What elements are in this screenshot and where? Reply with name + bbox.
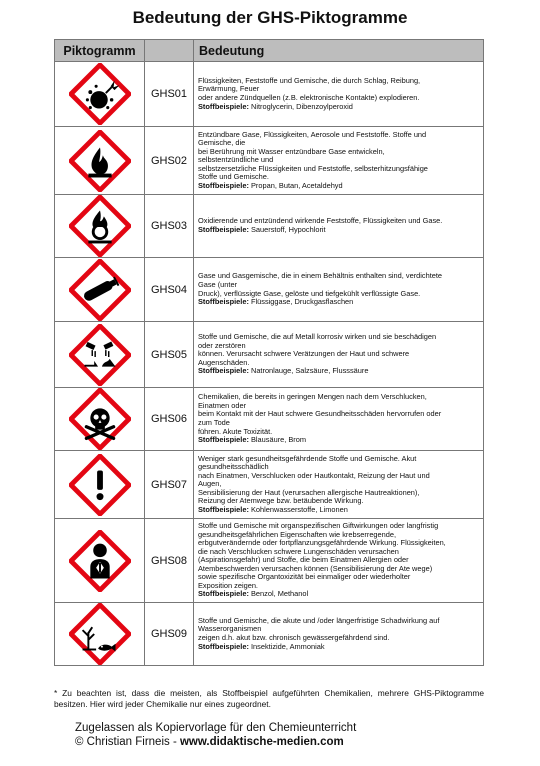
substance-examples: Stoffbeispiele: Insektizide, Ammoniak [198,641,325,651]
description-line: (Aspirationsgefahr) und Stoffe, die beim Einatmen Allergien oder [198,555,409,565]
flame-over-circle-icon [55,195,145,258]
hazard-description [194,127,484,195]
examples-value: Kohlenwasserstoffe, Limonen [250,504,348,514]
hazard-description [194,603,484,666]
ghs-code: GHS04 [145,258,194,322]
footer-website[interactable]: www.didaktische-medien.com [179,736,344,748]
health-hazard-icon [55,519,145,603]
substance-examples: Stoffbeispiele: Flüssiggase, Druckgasflaschen [198,297,354,307]
examples-label: Stoffbeispiele [198,225,247,234]
description-line: Reizung der Atemwege bzw. betäubende Wirkung. [198,496,364,506]
ghs-code: GHS09 [145,603,194,666]
corrosion-icon [55,322,145,388]
examples-value: Blausäure, Brom [250,435,307,445]
description-line: gesundheitsschädlich [198,462,269,472]
table-row [55,519,484,603]
page-title: Bedeutung der GHS-Piktogramme [132,8,408,27]
description-line: oder andere Zündquellen (z.B. elektronische Kontakte) explodieren. [198,93,420,102]
description-line: Gase (unter [198,279,238,289]
ghs-code: GHS07 [145,451,194,519]
ghs-code: GHS03 [145,195,194,258]
description-line: Flüssigkeiten, Feststoffe und Gemische, die durch Schlag, Reibung, [198,75,421,85]
description-line: Augen, [198,479,222,489]
description-line: Wasserorganismen [198,624,262,634]
table-row [55,603,484,666]
ghs-code: GHS02 [145,127,194,195]
description-line: Weniger stark gesundheitsgefährdende Stoffe und Gemische. Akut [198,453,417,463]
description-line: nach Einatmen, Verschlucken oder Hautkontakt, Reizung der Haut und [198,470,430,480]
table-row [55,322,484,388]
hazard-description [194,451,484,519]
examples-value: Natronlauge, Salzsäure, Flusssäure [250,366,369,376]
environment-hazard-icon [55,603,145,666]
description-line: Gemische, die [198,138,246,148]
examples-value: Nitroglycerin, Dibenzoylperoxid [250,101,353,111]
description-line: Stoffe und Gemische mit organspezifischen Giftwirkungen oder langfristig [198,521,439,531]
ghs-code: GHS08 [145,519,194,603]
description-line: gesundheitsgefährlichen Eigenschaften wie krebserregende, [198,529,397,539]
description-line: bei Berührung mit Wasser entzündbare Gase entwickeln, [198,146,385,156]
table-row [55,62,484,127]
description-line: oder zerstören [198,340,246,350]
description-line: Stoffe und Gemische. [198,172,269,182]
examples-label: Stoffbeispiele [198,589,247,599]
header-meaning: Bedeutung [194,40,484,62]
description-line: beim Kontakt mit der Haut schwere Gesundheitsschäden hervorrufen oder [198,409,442,419]
description-line: Einatmen oder [198,400,247,410]
table-row [55,127,484,195]
examples-label: Stoffbeispiele [198,504,247,514]
footer-license: Zugelassen als Kopiervorlage für den Chemieunterricht [75,722,357,734]
description-line: Entzündbare Gase, Flüssigkeiten, Aerosole und Feststoffe. Stoffe und [198,129,427,139]
description-line: Chemikalien, die bereits in geringen Mengen nach dem Verschlucken, [198,392,427,402]
substance-examples: Stoffbeispiele: Natronlauge, Salzsäure, Flusssäure [198,366,369,376]
ghs-table [54,39,484,666]
examples-value: Propan, Butan, Acetaldehyd [250,180,343,190]
description-line: Druck), verflüssigte Gase, gelöste und tiefgekühlt verflüssigte Gase. [198,288,421,298]
substance-examples: Stoffbeispiele: Blausäure, Brom [198,435,307,445]
gas-cylinder-icon [55,258,145,322]
examples-label: Stoffbeispiele [198,366,247,376]
description-line: zum Tode [198,418,230,427]
substance-examples: Stoffbeispiele: Benzol, Methanol [198,589,309,599]
table-row [55,388,484,451]
examples-label: Stoffbeispiele [198,101,247,111]
description-line: Oxidierende und entzündend wirkende Feststoffe, Flüssigkeiten und Gase. [198,216,443,226]
table-row [55,258,484,322]
hazard-description [194,258,484,322]
header-code [145,40,194,62]
description-line: Stoffe und Gemische, die akute und /oder längerfristige Schadwirkung auf [198,615,440,625]
exclamation-mark-icon [55,451,145,519]
examples-label: Stoffbeispiele [198,180,247,190]
examples-label: Stoffbeispiele [198,297,247,307]
substance-examples: Stoffbeispiele: Propan, Butan, Acetaldehyd [198,180,343,190]
examples-value: Sauerstoff, Hypochlorit [250,225,326,234]
description-line: sowie spezifische Organtoxizität bei einmaliger oder wiederholter [198,572,411,582]
description-line: führen. Akute Toxizität. [198,426,273,436]
skull-crossbones-icon [55,388,145,451]
hazard-description [194,195,484,258]
hazard-description [194,519,484,603]
description-line: Exposition zeigen. [198,580,258,590]
examples-label: Stoffbeispiele [198,641,247,651]
description-line: Sensibilisierung der Haut (verursachen allergische Hautreaktionen), [198,487,420,497]
description-line: selbstzersetzliche Flüssigkeiten und Feststoffe, selbsterhitzungsfähige [198,163,428,173]
ghs-code: GHS05 [145,322,194,388]
examples-value: Benzol, Methanol [250,589,309,599]
description-line: die nach Verschlucken schwere Lungenschäden verursachen [198,546,399,556]
footer-author: © Christian Firneis - [75,736,180,748]
examples-value: Flüssiggase, Druckgasflaschen [250,297,354,307]
substance-examples: Stoffbeispiele: Kohlenwasserstoffe, Limonen [198,504,348,514]
description-line: Augenschäden. [198,357,250,367]
examples-value: Insektizide, Ammoniak [250,641,325,651]
footnote: * Zu beachten ist, dass die meisten, als Stoffbeispiel aufgeführten Chemikalien, mehrere GHS-Piktogramme besitzen. Hier wird jeder Chemikalie nur eines zugeordnet. [54,688,484,709]
substance-examples: Stoffbeispiele: Nitroglycerin, Dibenzoylperoxid [198,101,353,111]
substance-examples: Stoffbeispiele: Sauerstoff, Hypochlorit [198,225,326,234]
ghs-code: GHS06 [145,388,194,451]
description-line: Atembeschwerden verursachen können (Sensibilisierung der Ate wege) [198,563,433,573]
description-line: erbgutverändernde oder fortpflanzungsgefährdende Wirkung. Flüssigkeiten, [198,538,446,548]
header-pictogram: Piktogramm [55,40,145,62]
footer-credit [75,736,344,748]
description-line: können. Verursacht schwere Verätzungen der Haut und schwere [198,349,410,359]
description-line: selbstentzündliche und [198,155,274,165]
hazard-description [194,322,484,388]
ghs-code: GHS01 [145,62,194,127]
hazard-description [194,388,484,451]
examples-label: Stoffbeispiele [198,435,247,445]
table-header-row [55,40,484,62]
table-row [55,451,484,519]
description-line: Gase und Gasgemische, die in einem Behältnis enthalten sind, verdichtete [198,271,443,281]
description-line: Stoffe und Gemische, die auf Metall korrosiv wirken und sie beschädigen [198,332,437,342]
table-row [55,195,484,258]
description-line: zeigen d.h. akut bzw. chronisch gewässergefährdend sind. [198,633,390,642]
flame-icon [55,127,145,195]
exploding-bomb-icon [55,62,145,127]
description-line: Erwärmung, Feuer [198,84,260,94]
hazard-description [194,62,484,127]
